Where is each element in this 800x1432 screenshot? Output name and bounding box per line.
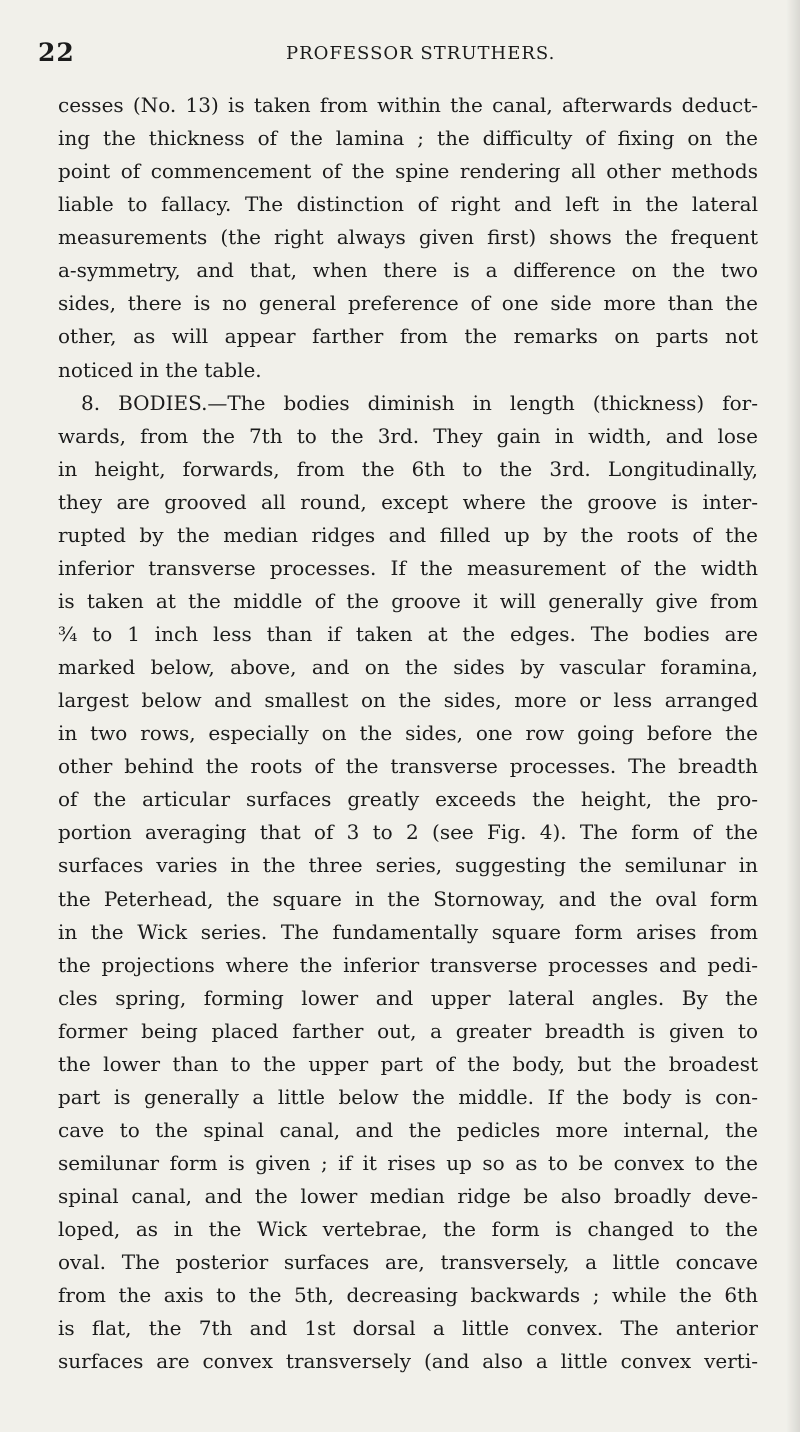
text-line: cesses (No. 13) is taken from within the canal, afterwards deduct-: [58, 93, 758, 117]
text-line: ¾ to 1 inch less than if taken at the edges. The bodies are: [58, 622, 758, 646]
text-line: in the Wick series. The fundamentally square form arises from: [58, 919, 758, 944]
text-line: a-symmetry, and that, when there is a difference on the two: [58, 258, 758, 283]
page-header: [38, 34, 578, 68]
page-edge-shadow: [786, 0, 800, 1432]
text-line: spinal canal, and the lower median ridge be also broadly deve-: [58, 1184, 758, 1209]
text-line: marked below, above, and on the sides by vascular foramina,: [58, 655, 758, 680]
text-line: in two rows, especially on the sides, one row going before the: [58, 721, 758, 746]
text-line: portion averaging that of 3 to 2 (see Fig. 4). The form of the: [58, 820, 758, 845]
text-line: largest below and smallest on the sides, more or less arranged: [58, 688, 758, 713]
running-head: PROFESSOR STRUTHERS.: [286, 43, 556, 64]
text-line: part is generally a little below the middle. If the body is con-: [58, 1084, 758, 1109]
text-line: they are grooved all round, except where the groove is inter-: [58, 489, 758, 514]
text-line: from the axis to the 5th, decreasing backwards ; while the 6th: [58, 1283, 758, 1308]
text-line: in height, forwards, from the 6th to the 3rd. Longitudinally,: [58, 456, 758, 481]
text-line: liable to fallacy. The distinction of right and left in the lateral: [58, 192, 758, 217]
text-line: the projections where the inferior transverse processes and pedi-: [58, 952, 758, 977]
text-line: loped, as in the Wick vertebrae, the form is changed to the: [58, 1217, 758, 1242]
text-line: cave to the spinal canal, and the pedicles more internal, the: [58, 1117, 758, 1142]
text-line: surfaces varies in the three series, suggesting the semilunar in: [58, 853, 758, 878]
text-line: former being placed farther out, a greater breadth is given to: [58, 1018, 758, 1043]
text-line: semilunar form is given ; if it rises up so as to be convex to the: [58, 1151, 758, 1175]
text-line: ing the thickness of the lamina ; the difficulty of fixing on the: [58, 126, 758, 151]
text-line: point of commencement of the spine rendering all other methods: [58, 159, 758, 184]
text-line: sides, there is no general preference of one side more than the: [58, 291, 758, 316]
text-line: other, as will appear farther from the remarks on parts not: [58, 324, 758, 349]
page-number: 22: [38, 38, 75, 67]
text-line: noticed in the table.: [58, 357, 262, 382]
text-line: measurements (the right always given first) shows the frequent: [58, 225, 758, 250]
text-line: inferior transverse processes. If the measurement of the width: [58, 555, 758, 580]
text-line: the Peterhead, the square in the Stornoway, and the oval form: [58, 886, 758, 911]
text-line: cles spring, forming lower and upper lateral angles. By the: [58, 985, 758, 1010]
text-line: other behind the roots of the transverse processes. The breadth: [58, 754, 758, 779]
text-line: the lower than to the upper part of the body, but the broadest: [58, 1051, 758, 1076]
text-line: of the articular surfaces greatly exceeds the height, the pro-: [58, 787, 758, 812]
text-line: is flat, the 7th and 1st dorsal a little convex. The anterior: [58, 1316, 758, 1341]
section-heading-line: 8. BODIES.—The bodies diminish in length (thickness) for-: [81, 390, 758, 415]
body-text: [58, 89, 758, 1378]
text-line: is taken at the middle of the groove it will generally give from: [58, 588, 758, 613]
text-line: rupted by the median ridges and filled up by the roots of the: [58, 522, 758, 547]
text-line: surfaces are convex transversely (and also a little convex verti-: [58, 1349, 758, 1374]
text-line: wards, from the 7th to the 3rd. They gain in width, and lose: [58, 423, 758, 448]
text-line: oval. The posterior surfaces are, transversely, a little concave: [58, 1250, 758, 1275]
